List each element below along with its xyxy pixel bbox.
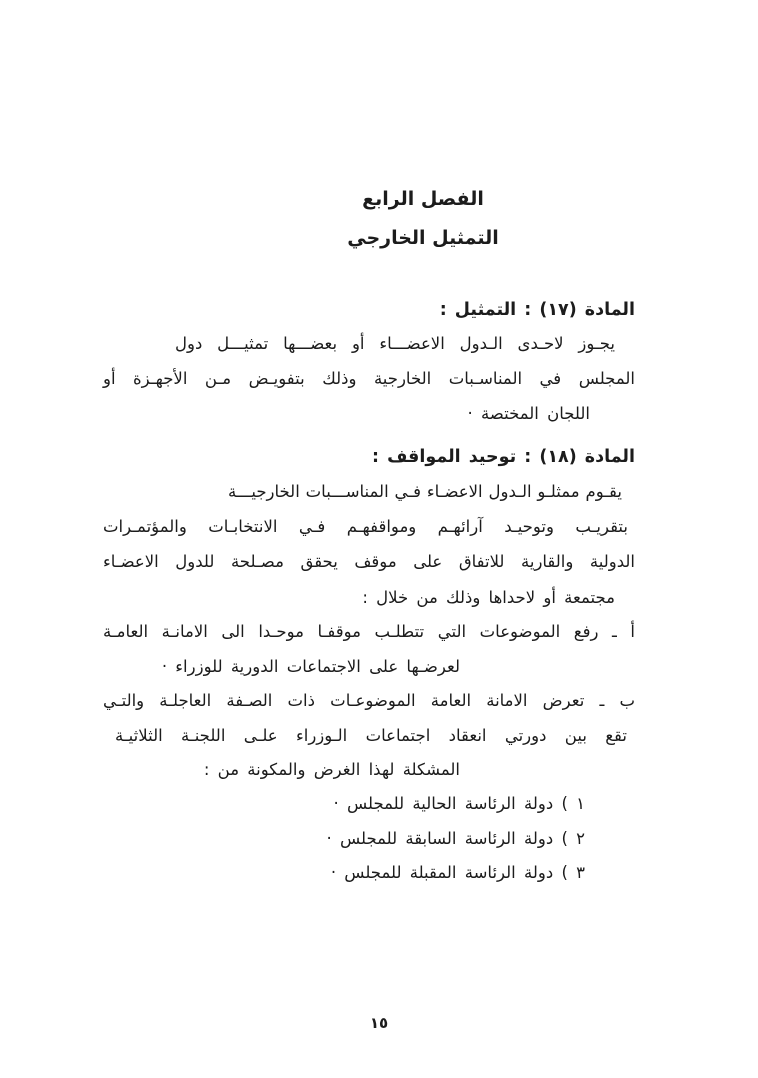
list-item-3: ٣ ) دولة الرئاسة المقبلة للمجلس · [330, 863, 585, 882]
article-18-line-4: مجتمعة أو لاحداها وذلك من خلال : [362, 588, 615, 607]
article-18-line-3: الدولية والقارية للاتفاق على موقف يحقق مصـلحة للدول الاعضـاء [103, 552, 635, 571]
article-18-heading: المادة (١٨) : توحيد المواقف : [372, 447, 635, 467]
article-17-heading: المادة (١٧) : التمثيل : [439, 300, 635, 320]
article-17-line-2: المجلس في المناسـبات الخارجية وذلك بتفويـض مـن الأجهـزة أو [103, 369, 635, 388]
article-18-clause-b-line-1: ب ـ تعرض الامانة العامة الموضوعـات ذات الصـفة العاجلـة والتـي [103, 691, 635, 710]
article-18-clause-a-line-2: لعرضـها على الاجتماعات الدورية للوزراء · [161, 657, 460, 676]
page-number: ١٥ [369, 1014, 389, 1032]
chapter-title: الفصل الرابع [362, 188, 484, 210]
list-item-1: ١ ) دولة الرئاسة الحالية للمجلس · [333, 794, 585, 813]
article-17-line-3: اللجان المختصة · [467, 404, 590, 423]
chapter-subtitle: التمثيل الخارجي [347, 227, 499, 249]
article-18-line-2: بتقريـب وتوحيـد آرائهـم ومواقفهـم فـي الانتخابـات والمؤتمـرات [103, 517, 628, 536]
article-18-clause-a-line-1: أ ـ رفع الموضوعات التي تتطلـب موقفـا موحـدا الى الامانـة العامـة [103, 622, 635, 641]
article-18-clause-b-line-3: المشكلة لهذا الغرض والمكونة من : [203, 760, 460, 779]
article-18-clause-b-line-2: تقع بين دورتي انعقاد اجتماعات الـوزراء علـى اللجنـة الثلاثيـة [115, 726, 627, 745]
list-item-2: ٢ ) دولة الرئاسة السابقة للمجلس · [326, 829, 585, 848]
article-18-line-1: يقـوم ممثلـو الـدول الاعضـاء فـي المناســـبات الخارجيـــة [228, 482, 622, 501]
article-17-line-1: يجـوز لاحـدى الـدول الاعضـــاء أو بعضـــها تمثيـــل دول [175, 334, 615, 353]
